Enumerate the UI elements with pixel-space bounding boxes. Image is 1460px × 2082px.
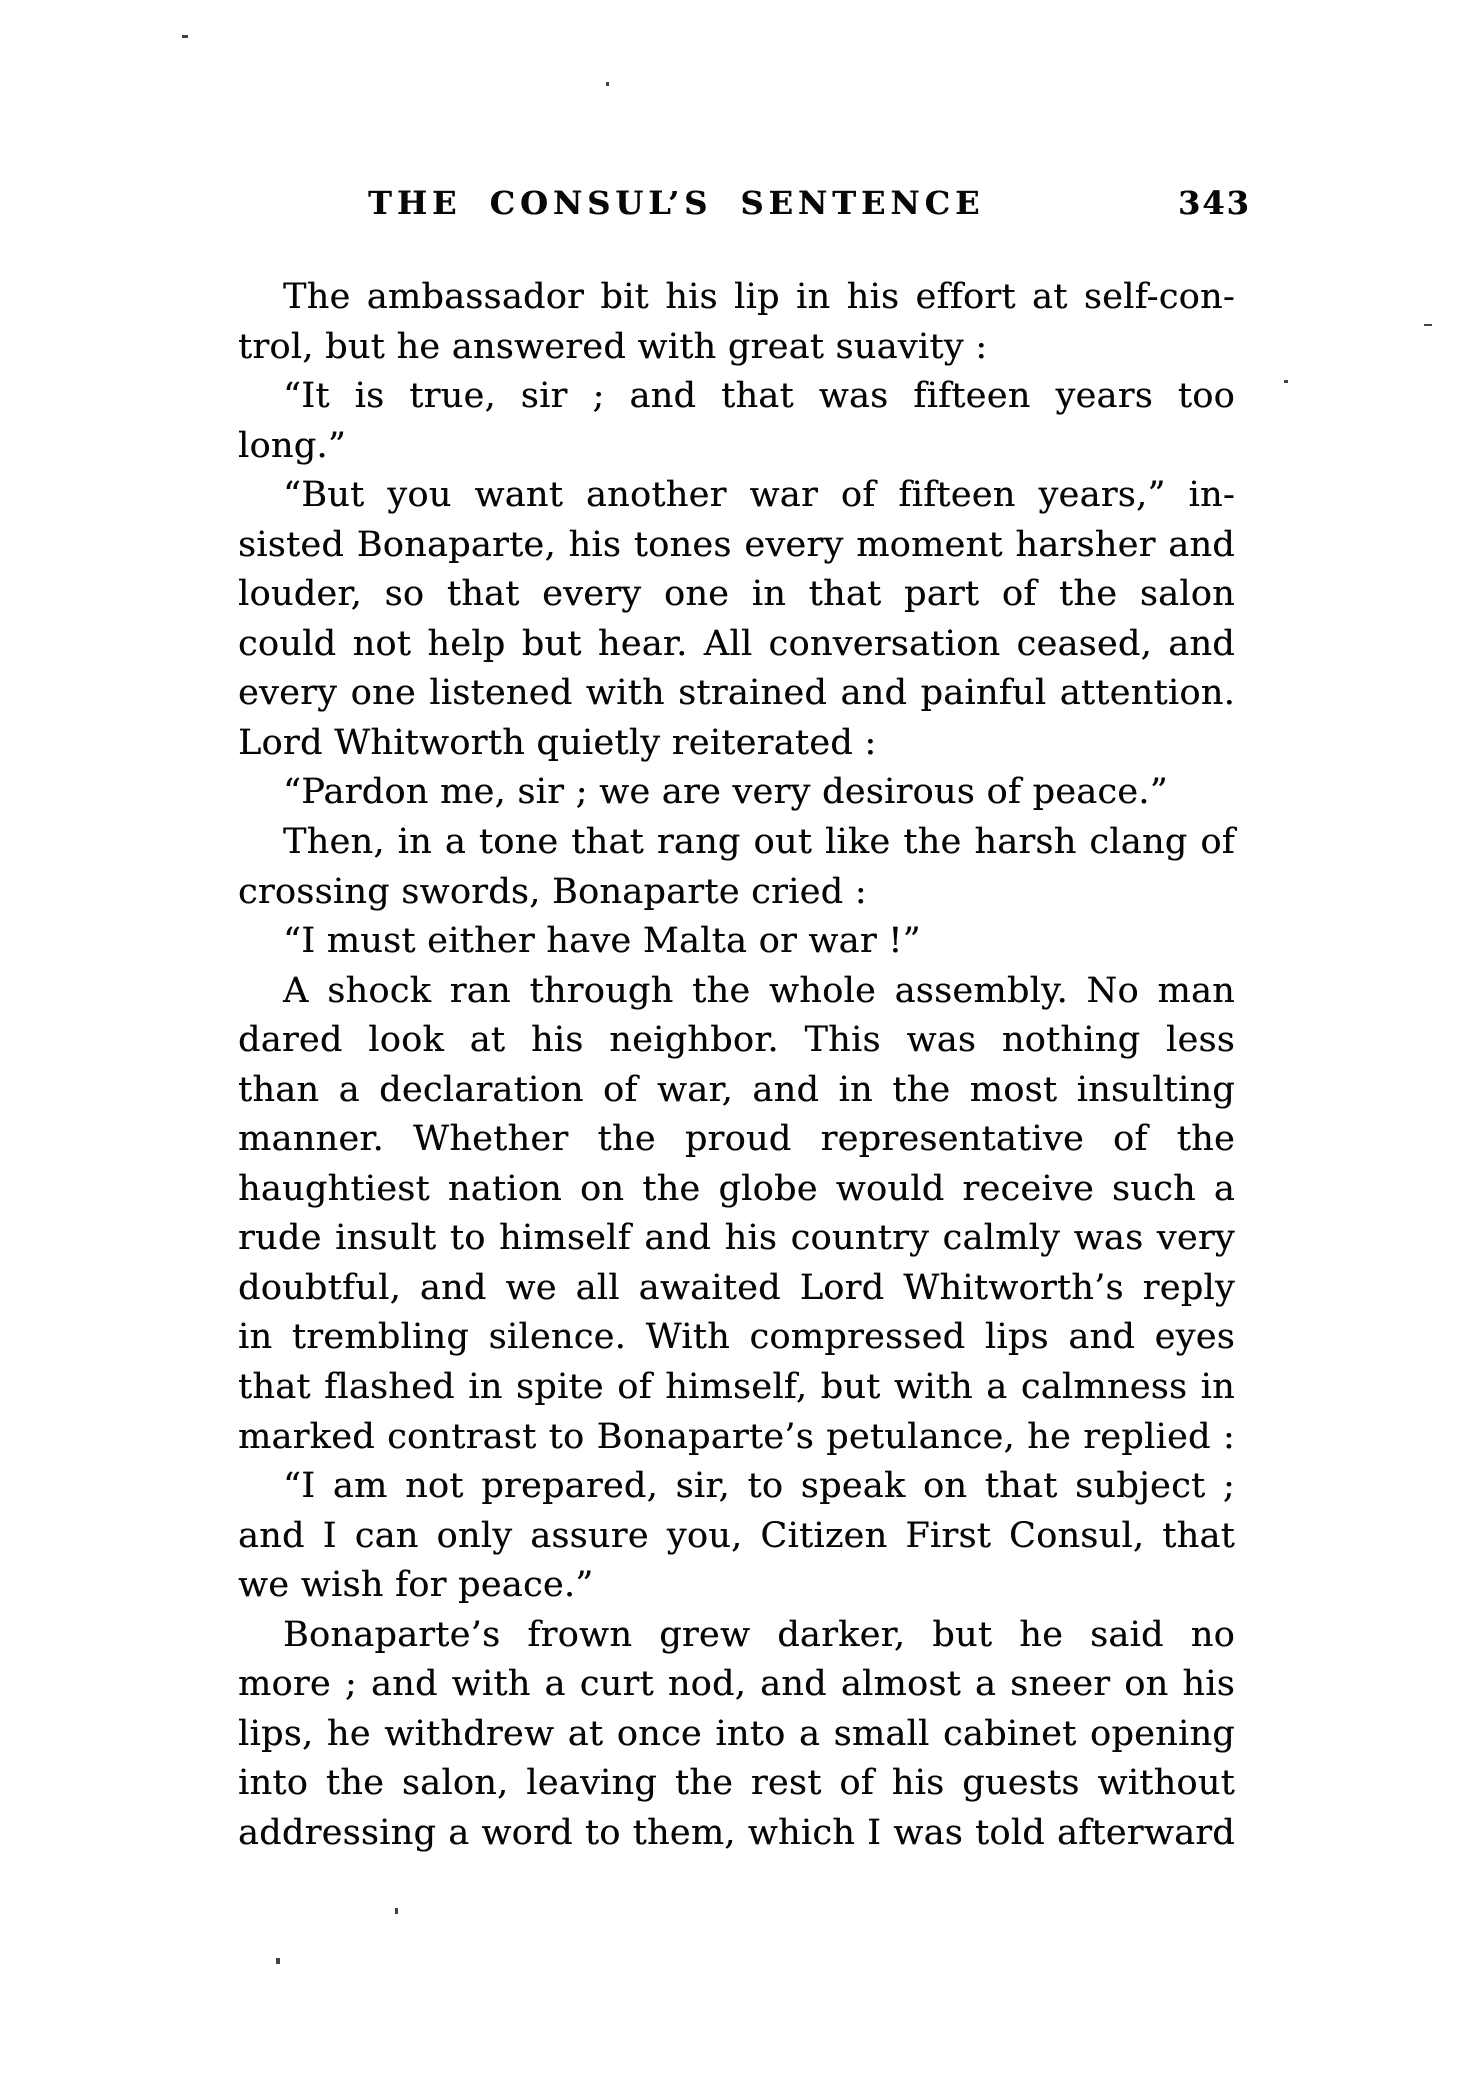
text-line: A shock ran through the whole assembly. No man [283,970,1235,1011]
text-line: that flashed in spite of himself, but with a calmness in [238,1367,1235,1408]
text-line: lips, he withdrew at once into a small cabinet opening [238,1713,1235,1754]
text-line: Then, in a tone that rang out like the harsh clang of [283,822,1235,863]
text-line: in trembling silence. With compressed lips and eyes [238,1317,1235,1358]
text-line: every one listened with strained and painful attention. [238,673,1235,714]
text-line: Bonaparte’s frown grew darker, but he said no [283,1614,1235,1655]
text-line: long.” [238,425,347,466]
page-number: 343 [1178,184,1251,222]
scan-speck [276,1958,280,1964]
text-line: manner. Whether the proud representative of the [238,1119,1235,1160]
scan-speck [182,35,188,38]
text-line: “But you want another war of fifteen years,” in- [283,475,1235,516]
scan-speck [1424,324,1432,326]
scan-speck [1284,380,1288,383]
text-line: rude insult to himself and his country calmly was very [238,1218,1235,1259]
body-text [238,273,1235,1859]
text-line: could not help but hear. All conversation ceased, and [238,623,1235,664]
scan-speck [606,82,609,86]
text-line: crossing swords, Bonaparte cried : [238,871,867,912]
text-line: into the salon, leaving the rest of his guests without [238,1763,1235,1804]
running-head-title: THE CONSUL’S SENTENCE [368,184,985,222]
text-line: dared look at his neighbor. This was nothing less [238,1020,1235,1061]
text-line: “I am not prepared, sir, to speak on that subject ; [283,1466,1235,1507]
text-line: than a declaration of war, and in the most insulting [238,1069,1235,1110]
text-line: “It is true, sir ; and that was fifteen years too [283,376,1235,417]
text-line: trol, but he answered with great suavity : [238,326,988,367]
text-line: sisted Bonaparte, his tones every moment harsher and [238,524,1235,565]
text-line: haughtiest nation on the globe would receive such a [238,1168,1235,1209]
text-line: “I must either have Malta or war !” [283,921,921,962]
text-line: addressing a word to them, which I was told afterward [238,1812,1235,1853]
text-line: doubtful, and we all awaited Lord Whitworth’s reply [238,1267,1235,1308]
text-line: Lord Whitworth quietly reiterated : [238,722,877,763]
text-line: marked contrast to Bonaparte’s petulance, he replied : [238,1416,1235,1457]
text-line: more ; and with a curt nod, and almost a sneer on his [238,1664,1235,1705]
text-line: louder, so that every one in that part of the salon [238,574,1235,615]
text-line: “Pardon me, sir ; we are very desirous of peace.” [283,772,1168,813]
text-line: we wish for peace.” [238,1565,594,1606]
text-line: The ambassador bit his lip in his effort at self-con- [283,277,1235,317]
text-line: and I can only assure you, Citizen First Consul, that [238,1515,1235,1556]
scan-speck [395,1908,398,1914]
